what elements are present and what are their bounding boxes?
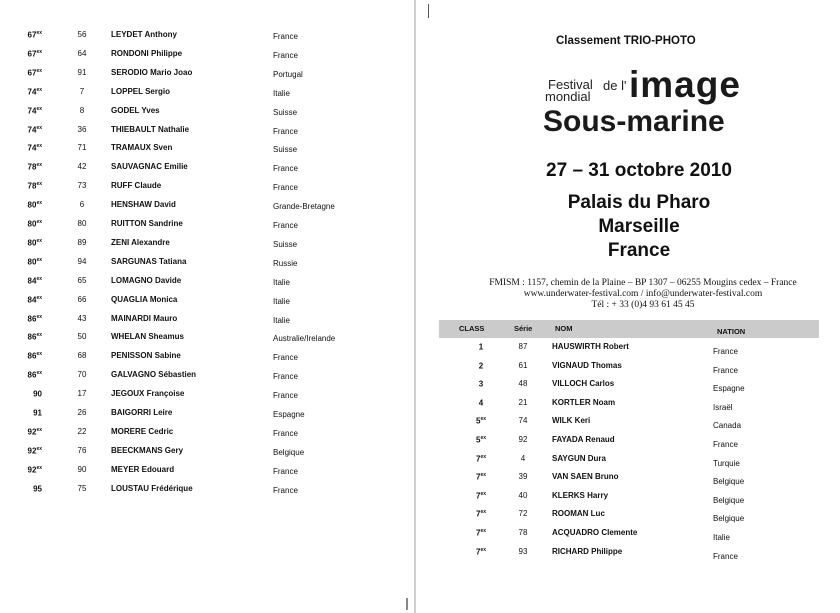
- entry-number: 4: [520, 453, 526, 463]
- participant-country: France: [273, 126, 298, 136]
- participant-name: RONDONI Philippe: [111, 48, 183, 58]
- list-item: [0, 181, 412, 197]
- participant-name: ACQUADRO Clemente: [552, 528, 638, 537]
- list-item: [0, 87, 412, 103]
- participant-name: WILK Keri: [552, 416, 591, 426]
- entry-number: 42: [77, 162, 87, 172]
- participant-name: SARGUNAS Tatiana: [111, 256, 187, 266]
- entry-number: 40: [518, 490, 528, 500]
- table-row: [439, 340, 819, 359]
- entry-number: 89: [77, 237, 87, 247]
- rank: $80^{ex}$: [27, 200, 42, 210]
- rank: 2: [478, 361, 484, 371]
- page-title: Classement TRIO-PHOTO: [556, 35, 696, 47]
- rank: $7^{ex}$: [475, 546, 486, 557]
- rank: $86^{ex}$: [27, 351, 42, 361]
- participant-country: France: [273, 372, 298, 382]
- participant-name: SAUVAGNAC Emilie: [111, 162, 188, 172]
- entry-number: 73: [77, 181, 87, 191]
- list-item: [0, 370, 412, 386]
- list-item: [0, 276, 412, 292]
- logo-image: image: [629, 64, 741, 105]
- list-item: [0, 200, 412, 216]
- participant-country: Portugal: [273, 69, 303, 79]
- participant-country: France: [273, 485, 298, 495]
- entry-number: 61: [518, 360, 528, 370]
- list-item: [0, 295, 412, 311]
- rank: $86^{ex}$: [27, 332, 42, 343]
- rank: $92^{ex}$: [27, 445, 42, 456]
- entry-number: 56: [77, 30, 87, 39]
- rank: 3: [478, 379, 484, 389]
- participant-name: BEECKMANS Gery: [111, 445, 184, 455]
- header-serie: Série: [514, 324, 533, 333]
- website-line: www.underwater-festival.com / info@underwater-festival.com: [523, 289, 763, 299]
- participant-country: Italie: [273, 277, 290, 287]
- list-item: [0, 465, 412, 481]
- venue-name: Palais du Pharo: [567, 192, 711, 213]
- rank: $74^{ex}$: [27, 143, 42, 154]
- entry-number: 70: [77, 370, 87, 380]
- entry-number: 39: [518, 472, 528, 482]
- table-row: [439, 470, 819, 489]
- header-nation: NATION: [717, 327, 746, 336]
- rank: $7^{ex}$: [475, 528, 486, 538]
- participant-name: VIGNAUD Thomas: [552, 360, 622, 370]
- table-row: [439, 396, 819, 415]
- list-item: [0, 484, 412, 500]
- participant-country: France: [713, 551, 738, 561]
- participant-country: Belgique: [713, 514, 745, 524]
- participant-country: Canada: [713, 421, 742, 431]
- participant-name: SAYGUN Dura: [552, 453, 606, 463]
- list-item: [0, 162, 412, 178]
- entry-number: 43: [77, 313, 87, 323]
- participant-name: WHELAN Sheamus: [111, 332, 184, 342]
- header-nom: NOM: [555, 324, 573, 333]
- entry-number: 71: [77, 143, 87, 153]
- participant-name: RUFF Claude: [111, 181, 162, 191]
- right-page: [418, 0, 840, 613]
- participant-name: MAINARDI Mauro: [111, 313, 178, 323]
- entry-number: 17: [77, 389, 87, 399]
- event-dates: 27 – 31 octobre 2010: [546, 160, 732, 181]
- participant-country: France: [273, 32, 298, 41]
- table-row: [439, 489, 819, 508]
- participant-name: BAIGORRI Leire: [111, 408, 173, 417]
- list-item: [0, 125, 412, 141]
- phone-line: Tél : + 33 (0)4 93 61 45 45: [591, 300, 695, 310]
- participant-name: HAUSWIRTH Robert: [552, 342, 629, 351]
- entry-number: 50: [77, 332, 87, 342]
- list-item: [0, 389, 412, 405]
- logo-festival: Festival: [548, 77, 593, 92]
- participant-country: Suisse: [273, 239, 298, 249]
- table-row: [439, 433, 819, 452]
- rank: $5^{ex}$: [475, 416, 486, 427]
- participant-name: MEYER Edouard: [111, 464, 175, 474]
- entry-number: 80: [77, 219, 87, 228]
- entry-number: 65: [77, 275, 87, 285]
- participant-country: Australie/Irelande: [273, 334, 336, 344]
- list-item: [0, 30, 412, 46]
- entry-number: 68: [77, 351, 87, 361]
- participant-country: France: [273, 428, 298, 438]
- entry-number: 87: [518, 342, 528, 351]
- left-page: [0, 0, 412, 613]
- participant-country: France: [273, 466, 298, 476]
- participant-name: QUAGLIA Monica: [111, 294, 178, 304]
- rank: $86^{ex}$: [27, 313, 42, 324]
- rank: 90: [33, 389, 42, 399]
- participant-country: Italie: [713, 533, 730, 542]
- participant-country: Italie: [273, 88, 290, 98]
- participant-name: ROOMAN Luc: [552, 509, 605, 519]
- participant-country: France: [273, 50, 298, 60]
- rank: $80^{ex}$: [27, 219, 42, 229]
- venue-city: Marseille: [598, 216, 680, 237]
- rank: $80^{ex}$: [27, 237, 42, 248]
- logo-sous-marine: Sous-marine: [543, 105, 725, 138]
- participant-country: Belgique: [273, 447, 305, 457]
- entry-number: 48: [518, 379, 528, 389]
- participant-name: PENISSON Sabine: [111, 351, 181, 361]
- rank: 4: [478, 398, 484, 408]
- rank: 1: [478, 342, 484, 352]
- rank: $7^{ex}$: [475, 472, 486, 482]
- entry-number: 21: [518, 397, 528, 407]
- participant-country: Turquie: [713, 458, 740, 468]
- participant-name: LOMAGNO Davide: [111, 275, 182, 285]
- participant-country: France: [713, 347, 738, 356]
- entry-number: 6: [79, 200, 85, 210]
- list-item: [0, 314, 412, 330]
- rank: $84^{ex}$: [27, 294, 42, 305]
- participant-name: HENSHAW David: [111, 200, 176, 210]
- festival-logo: [543, 64, 741, 150]
- entry-number: 64: [77, 48, 87, 58]
- rank: $92^{ex}$: [27, 426, 42, 437]
- header-class: CLASS: [459, 324, 485, 333]
- list-item: [0, 427, 412, 443]
- rank: $7^{ex}$: [475, 490, 486, 501]
- table-row: [439, 452, 819, 471]
- entry-number: 74: [518, 416, 528, 426]
- list-item: [0, 408, 412, 424]
- table-header: [439, 320, 819, 338]
- participant-name: GODEL Yves: [111, 105, 160, 115]
- logo-mondial: mondial: [545, 89, 591, 104]
- entry-number: 92: [518, 435, 528, 444]
- participant-name: VAN SAEN Bruno: [552, 472, 619, 482]
- participant-name: ZENI Alexandre: [111, 237, 170, 247]
- participant-country: Espagne: [713, 384, 745, 394]
- participant-name: RUITTON Sandrine: [111, 219, 183, 228]
- participant-country: Italie: [273, 296, 290, 306]
- participant-name: TRAMAUX Sven: [111, 143, 173, 153]
- rank: $78^{ex}$: [27, 162, 42, 172]
- entry-number: 91: [77, 67, 87, 77]
- entry-number: 7: [79, 86, 85, 96]
- rank: $84^{ex}$: [27, 275, 42, 286]
- participant-name: FAYADA Renaud: [552, 435, 615, 444]
- rank: $67^{ex}$: [27, 30, 42, 40]
- participant-country: Suisse: [273, 107, 298, 117]
- participant-name: LEYDET Anthony: [111, 30, 177, 39]
- participant-country: Belgique: [713, 477, 745, 487]
- participant-country: France: [273, 391, 298, 401]
- table-row: [439, 545, 819, 564]
- rank: $86^{ex}$: [27, 370, 42, 380]
- entry-number: 94: [77, 256, 87, 266]
- participant-country: France: [273, 183, 298, 193]
- participant-name: VILLOCH Carlos: [552, 379, 615, 389]
- participant-name: GALVAGNO Sébastien: [111, 370, 197, 380]
- participant-name: KORTLER Noam: [552, 397, 616, 407]
- rank: $67^{ex}$: [27, 67, 42, 78]
- rank: $7^{ex}$: [475, 509, 486, 520]
- participant-country: France: [273, 221, 298, 230]
- participant-name: KLERKS Harry: [552, 490, 609, 500]
- list-item: [0, 351, 412, 367]
- entry-number: 76: [77, 445, 87, 455]
- list-item: [0, 446, 412, 462]
- table-row: [439, 414, 819, 433]
- list-item: [0, 49, 412, 65]
- participant-country: Israël: [713, 402, 733, 412]
- participant-country: France: [713, 365, 738, 375]
- logo-de: de l': [603, 78, 627, 93]
- entry-number: 36: [77, 124, 87, 134]
- entry-number: 22: [77, 426, 87, 436]
- rank: 91: [33, 408, 42, 418]
- participant-country: France: [273, 353, 298, 363]
- address-line: FMISM : 1157, chemin de la Plaine – BP 1307 – 06255 Mougins cedex – France: [489, 278, 797, 288]
- page-fold: [414, 0, 416, 613]
- table-row: [439, 507, 819, 526]
- participant-name: JEGOUX Françoise: [111, 389, 185, 399]
- rank: $67^{ex}$: [27, 48, 42, 59]
- rank: $74^{ex}$: [27, 124, 42, 135]
- participant-name: LOPPEL Sergio: [111, 86, 170, 96]
- participant-country: Italie: [273, 315, 290, 325]
- list-item: [0, 219, 412, 235]
- rank: $74^{ex}$: [27, 105, 42, 116]
- participant-country: Belgique: [713, 495, 745, 505]
- list-item: [0, 106, 412, 122]
- venue-country: France: [607, 240, 671, 261]
- rank: $92^{ex}$: [27, 464, 42, 475]
- participant-country: Grande-Bretagne: [273, 202, 335, 212]
- participant-country: Suisse: [273, 145, 298, 155]
- list-item: [0, 68, 412, 84]
- participant-country: Espagne: [273, 410, 305, 419]
- rank: $80^{ex}$: [27, 256, 42, 267]
- participant-name: SERODIO Mario Joao: [111, 67, 193, 77]
- participant-name: THIEBAULT Nathalie: [111, 124, 190, 134]
- participant-country: France: [273, 164, 298, 174]
- rank: $74^{ex}$: [27, 86, 42, 97]
- entry-number: 72: [518, 509, 528, 519]
- entry-number: 66: [77, 294, 87, 304]
- table-row: [439, 359, 819, 378]
- table-row: [439, 526, 819, 545]
- table-row: [439, 377, 819, 396]
- participant-country: Russie: [273, 258, 298, 268]
- participant-country: France: [713, 440, 738, 449]
- list-item: [0, 238, 412, 254]
- entry-number: 93: [518, 546, 528, 556]
- rank: $7^{ex}$: [475, 453, 486, 464]
- rank: $78^{ex}$: [27, 181, 42, 191]
- rank: $5^{ex}$: [475, 435, 486, 445]
- list-item: [0, 332, 412, 348]
- entry-number: 90: [77, 464, 87, 474]
- entry-number: 75: [77, 483, 87, 493]
- entry-number: 26: [77, 408, 87, 417]
- participant-name: MORERE Cedric: [111, 426, 174, 436]
- participant-name: LOUSTAU Frédérique: [111, 483, 193, 493]
- entry-number: 8: [79, 105, 85, 115]
- entry-number: 78: [518, 528, 528, 537]
- participant-name: RICHARD Philippe: [552, 546, 623, 556]
- rank: 95: [33, 484, 42, 494]
- list-item: [0, 257, 412, 273]
- list-item: [0, 143, 412, 159]
